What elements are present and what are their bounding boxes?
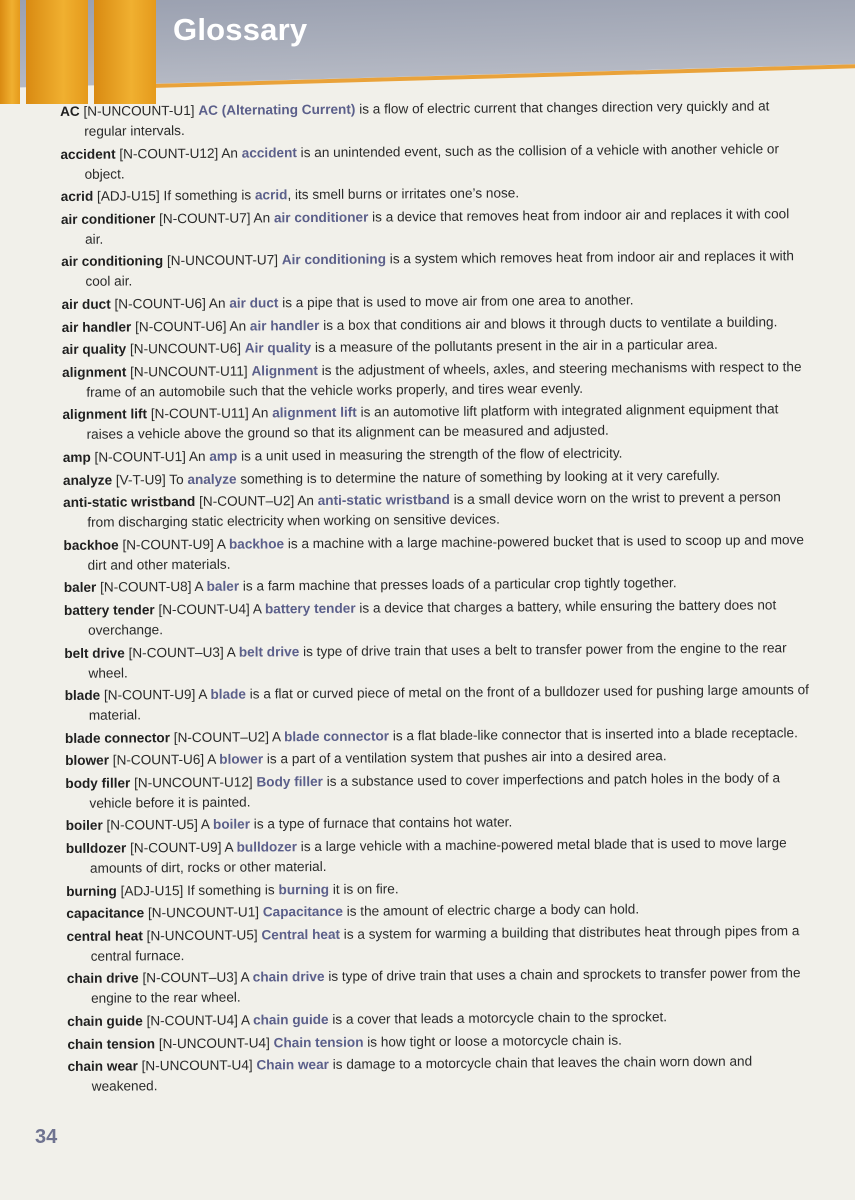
glossary-entry	[67, 964, 815, 1010]
part-of-speech-tag: [ADJ-U15]	[116, 882, 188, 899]
definition-text: is a device that removes heat from indoor air and replaces it with cool air.	[85, 206, 790, 247]
definition-lead: An	[221, 145, 242, 161]
definition-text: is a cover that leads a motorcycle chain to the sprocket.	[328, 1009, 668, 1027]
part-of-speech-tag: [N-COUNT-U9]	[100, 687, 199, 703]
part-of-speech-tag: [N-COUNT–U3]	[124, 644, 227, 661]
part-of-speech-tag: [ADJ-U15]	[93, 188, 164, 204]
glossary-entry	[65, 723, 813, 749]
part-of-speech-tag: [N-COUNT–U2]	[169, 729, 273, 745]
glossary-entry	[66, 811, 814, 837]
glossary-entry	[63, 442, 811, 468]
glossary-entry	[63, 465, 811, 491]
glossary-term: air conditioner	[60, 211, 156, 227]
definition-text: is type of drive train that uses a belt to transfer power from the engine to the rear wheel.	[88, 639, 787, 681]
glossary-term: blade connector	[64, 729, 171, 746]
glossary-entry	[68, 1051, 816, 1097]
definition-lead: A	[207, 752, 220, 768]
glossary-term: air quality	[61, 341, 127, 358]
part-of-speech-tag: [N-COUNT-U8]	[96, 579, 195, 596]
definition-lead: A	[200, 817, 214, 833]
part-of-speech-tag: [N-UNCOUNT-U4]	[137, 1057, 257, 1074]
part-of-speech-tag: [N-UNCOUNT-U4]	[154, 1034, 274, 1051]
highlighted-term: air handler	[249, 317, 320, 334]
glossary-term: air duct	[61, 296, 111, 312]
definition-lead: An	[208, 295, 230, 311]
part-of-speech-tag: [N-COUNT-U4]	[142, 1012, 241, 1029]
glossary-term: blade	[64, 687, 101, 704]
definition-text: is a small device worn on the wrist to prevent a person from discharging static electricity when working on sensitive devices.	[87, 489, 781, 530]
glossary-term: battery tender	[63, 602, 155, 618]
page-title: Glossary	[173, 12, 308, 47]
definition-lead: If something is	[163, 187, 255, 204]
glossary-entry	[65, 680, 813, 726]
orange-tab	[94, 0, 156, 104]
part-of-speech-tag: [N-COUNT-U6]	[110, 295, 209, 312]
glossary-entry	[61, 246, 809, 292]
definition-lead: A	[198, 686, 211, 703]
definition-text: is a large vehicle with a machine-powered metal blade that is used to move large amounts of dirt, rocks or other material.	[89, 835, 787, 876]
glossary-term: blower	[65, 752, 110, 769]
definition-text: is a type of furnace that contains hot water.	[249, 814, 513, 832]
definition-lead: An	[253, 210, 274, 226]
glossary-entry	[67, 1029, 815, 1055]
glossary-entry	[61, 204, 809, 250]
highlighted-term: acrid	[254, 187, 288, 203]
highlighted-term: burning	[278, 881, 330, 897]
glossary-entry	[64, 572, 812, 598]
definition-text: is a unit used in measuring the strength of the flow of electricity.	[237, 445, 623, 464]
part-of-speech-tag: [N-COUNT-U1]	[90, 448, 189, 465]
highlighted-term: Air conditioning	[281, 251, 387, 268]
definition-lead: A	[194, 579, 207, 595]
definition-text: it is on fire.	[329, 881, 399, 897]
part-of-speech-tag: [V-T-U9]	[112, 471, 170, 488]
definition-text: is a measure of the pollutants present in the air in a particular area.	[311, 336, 718, 356]
definition-text: is the amount of electric charge a body can hold.	[342, 901, 640, 920]
definition-lead: A	[240, 969, 253, 986]
highlighted-term: chain drive	[252, 969, 325, 985]
part-of-speech-tag: [N-COUNT-U6]	[131, 318, 230, 335]
glossary-term: air handler	[61, 319, 132, 335]
glossary-entry	[61, 181, 809, 207]
highlighted-term: blade	[210, 686, 247, 702]
definition-lead: A	[226, 644, 239, 660]
part-of-speech-tag: [N-COUNT–U2]	[195, 493, 298, 510]
glossary-term: central heat	[66, 928, 143, 944]
glossary-list	[60, 96, 816, 1100]
definition-lead: An	[188, 448, 210, 464]
page-number: 34	[35, 1126, 58, 1148]
definition-text: is a device that charges a battery, while ensuring the battery does not overchange.	[88, 597, 777, 638]
glossary-entry	[62, 399, 810, 445]
highlighted-term: backhoe	[228, 535, 285, 552]
glossary-term: amp	[62, 449, 91, 465]
highlighted-term: belt drive	[238, 643, 300, 660]
part-of-speech-tag: [N-UNCOUNT-U6]	[126, 340, 245, 357]
definition-lead: A	[240, 1012, 254, 1028]
definition-text: is a substance used to cover imperfections and patch holes in the body of a vehicle before it is painted.	[89, 770, 781, 811]
glossary-entry	[64, 638, 812, 684]
orange-tab	[26, 0, 88, 104]
part-of-speech-tag: [N-COUNT-U6]	[108, 752, 208, 768]
definition-text: is the adjustment of wheels, axles, and steering mechanisms with respect to the frame of an automobile such that the vehicle works properly, and tires wear evenly.	[86, 358, 802, 400]
glossary-term: chain tension	[67, 1035, 156, 1052]
glossary-term: anti-static wristband	[63, 494, 196, 511]
part-of-speech-tag: [N-COUNT-U7]	[155, 210, 254, 227]
part-of-speech-tag: [N-UNCOUNT-U7]	[163, 252, 282, 269]
highlighted-term: Central heat	[261, 926, 341, 943]
part-of-speech-tag: [N-UNCOUNT-U1]	[79, 102, 199, 119]
part-of-speech-tag: [N-COUNT-U9]	[118, 536, 217, 553]
glossary-term: baler	[63, 580, 97, 596]
highlighted-term: chain guide	[252, 1011, 329, 1028]
glossary-term: burning	[66, 883, 117, 899]
definition-text: is a farm machine that presses loads of a particular crop tightly together.	[239, 575, 677, 594]
glossary-entry	[60, 139, 808, 185]
definition-text: is a flat or curved piece of metal on the front of a bulldozer used for pushing large amounts of material.	[88, 682, 809, 723]
definition-text: is a box that conditions air and blows it through ducts to ventilate a building.	[319, 313, 778, 333]
definition-text: is an automotive lift platform with integrated alignment equipment that raises a vehicle above the ground so that its alignment can be measured and adjusted.	[86, 401, 779, 443]
glossary-term: acrid	[60, 188, 94, 205]
glossary-term: bulldozer	[65, 840, 127, 857]
highlighted-term: air duct	[229, 295, 279, 311]
glossary-entry	[66, 833, 814, 879]
highlighted-term: baler	[206, 578, 240, 595]
part-of-speech-tag: [N-COUNT-U5]	[102, 817, 201, 834]
glossary-entry	[62, 289, 810, 315]
highlighted-term: anti-static wristband	[317, 492, 450, 509]
definition-lead: An	[229, 318, 250, 334]
highlighted-term: battery tender	[264, 600, 356, 617]
glossary-entry	[67, 1006, 815, 1032]
glossary-entry	[63, 487, 811, 533]
part-of-speech-tag: [N-UNCOUNT-U12]	[130, 774, 257, 791]
glossary-term: air conditioning	[61, 253, 164, 270]
definition-lead: An	[297, 493, 318, 509]
part-of-speech-tag: [N-UNCOUNT-U11]	[126, 363, 252, 380]
glossary-term: chain drive	[66, 970, 139, 987]
definition-text: is a pipe that is used to move air from one area to another.	[278, 292, 634, 311]
glossary-term: accident	[60, 146, 116, 162]
highlighted-term: Capacitance	[262, 904, 343, 920]
page-header	[0, 0, 855, 105]
definition-text: is a flow of electric current that changes direction very quickly and at regular intervals.	[84, 98, 770, 139]
highlighted-term: Alignment	[251, 362, 318, 379]
part-of-speech-tag: [N-COUNT-U4]	[154, 601, 253, 618]
definition-lead: To	[169, 471, 188, 487]
definition-text: is damage to a motorcycle chain that leaves the chain worn down and weakened.	[91, 1053, 753, 1094]
highlighted-term: Chain tension	[273, 1034, 364, 1050]
definition-text: , its smell burns or irritates one’s nose.	[287, 185, 520, 203]
definition-text: is a system for warming a building that distributes heat through pipes from a central furnace.	[90, 923, 800, 964]
glossary-entry	[64, 595, 812, 641]
glossary-term: chain guide	[67, 1013, 143, 1030]
glossary-term: AC	[60, 103, 80, 119]
definition-lead: A	[216, 536, 229, 552]
part-of-speech-tag: [N-COUNT-U9]	[126, 839, 225, 856]
part-of-speech-tag: [N-COUNT-U12]	[115, 145, 222, 162]
glossary-term: body filler	[65, 775, 131, 791]
definition-text: something is to determine the nature of something by looking at it very carefully.	[236, 467, 720, 487]
glossary-term: chain wear	[67, 1058, 138, 1075]
definition-text: is an unintended event, such as the collision of a vehicle with another vehicle or object.	[84, 140, 780, 182]
definition-lead: A	[252, 601, 265, 617]
glossary-entry	[65, 768, 813, 814]
glossary-entry	[66, 898, 814, 924]
glossary-entry	[65, 745, 813, 771]
glossary-entry	[62, 312, 810, 338]
highlighted-term: blower	[219, 751, 264, 768]
glossary-entry	[66, 876, 814, 902]
highlighted-term: boiler	[212, 816, 251, 833]
highlighted-term: bulldozer	[236, 839, 298, 855]
definition-text: is a flat blade-like connector that is inserted into a blade receptacle.	[388, 724, 798, 744]
highlighted-term: accident	[241, 144, 297, 161]
highlighted-term: analyze	[187, 471, 237, 487]
highlighted-term: alignment lift	[272, 405, 357, 421]
highlighted-term: Air quality	[244, 340, 312, 356]
glossary-entry	[60, 96, 808, 142]
definition-text: is type of drive train that uses a chain and sprockets to transfer power from the engine to the rear wheel.	[90, 965, 801, 1007]
part-of-speech-tag: [N-COUNT–U3]	[138, 970, 241, 986]
highlighted-term: Chain wear	[256, 1057, 330, 1073]
glossary-term: analyze	[62, 472, 113, 488]
definition-text: is how tight or loose a motorcycle chain is.	[363, 1032, 622, 1050]
definition-lead: A	[224, 839, 237, 855]
definition-text: is a system which removes heat from indoor air and replaces it with cool air.	[85, 248, 795, 290]
highlighted-term: Body filler	[256, 773, 323, 790]
glossary-term: alignment	[62, 364, 127, 380]
glossary-entry	[62, 334, 810, 360]
highlighted-term: air conditioner	[273, 209, 369, 226]
glossary-entry	[66, 921, 814, 967]
glossary-term: boiler	[65, 818, 103, 834]
part-of-speech-tag: [N-COUNT-U11]	[146, 405, 252, 422]
definition-text: is a machine with a large machine-powered bucket that is used to scoop up and move dirt and other materials.	[87, 531, 804, 573]
part-of-speech-tag: [N-UNCOUNT-U1]	[144, 904, 263, 921]
part-of-speech-tag: [N-UNCOUNT-U5]	[142, 927, 262, 944]
glossary-entry	[62, 357, 810, 403]
highlighted-term: blade connector	[283, 728, 390, 744]
definition-lead: If something is	[186, 881, 279, 898]
definition-text: is a part of a ventilation system that pushes air into a desired area.	[263, 748, 667, 767]
definition-lead: An	[251, 405, 273, 421]
highlighted-term: AC (Alternating Current)	[198, 101, 356, 118]
orange-tab	[0, 0, 20, 104]
highlighted-term: amp	[209, 448, 238, 464]
glossary-term: capacitance	[66, 905, 145, 922]
glossary-term: belt drive	[64, 645, 125, 661]
glossary-term: alignment lift	[62, 406, 148, 423]
glossary-entry	[63, 530, 811, 576]
glossary-term: backhoe	[63, 537, 119, 553]
definition-lead: A	[271, 728, 285, 745]
